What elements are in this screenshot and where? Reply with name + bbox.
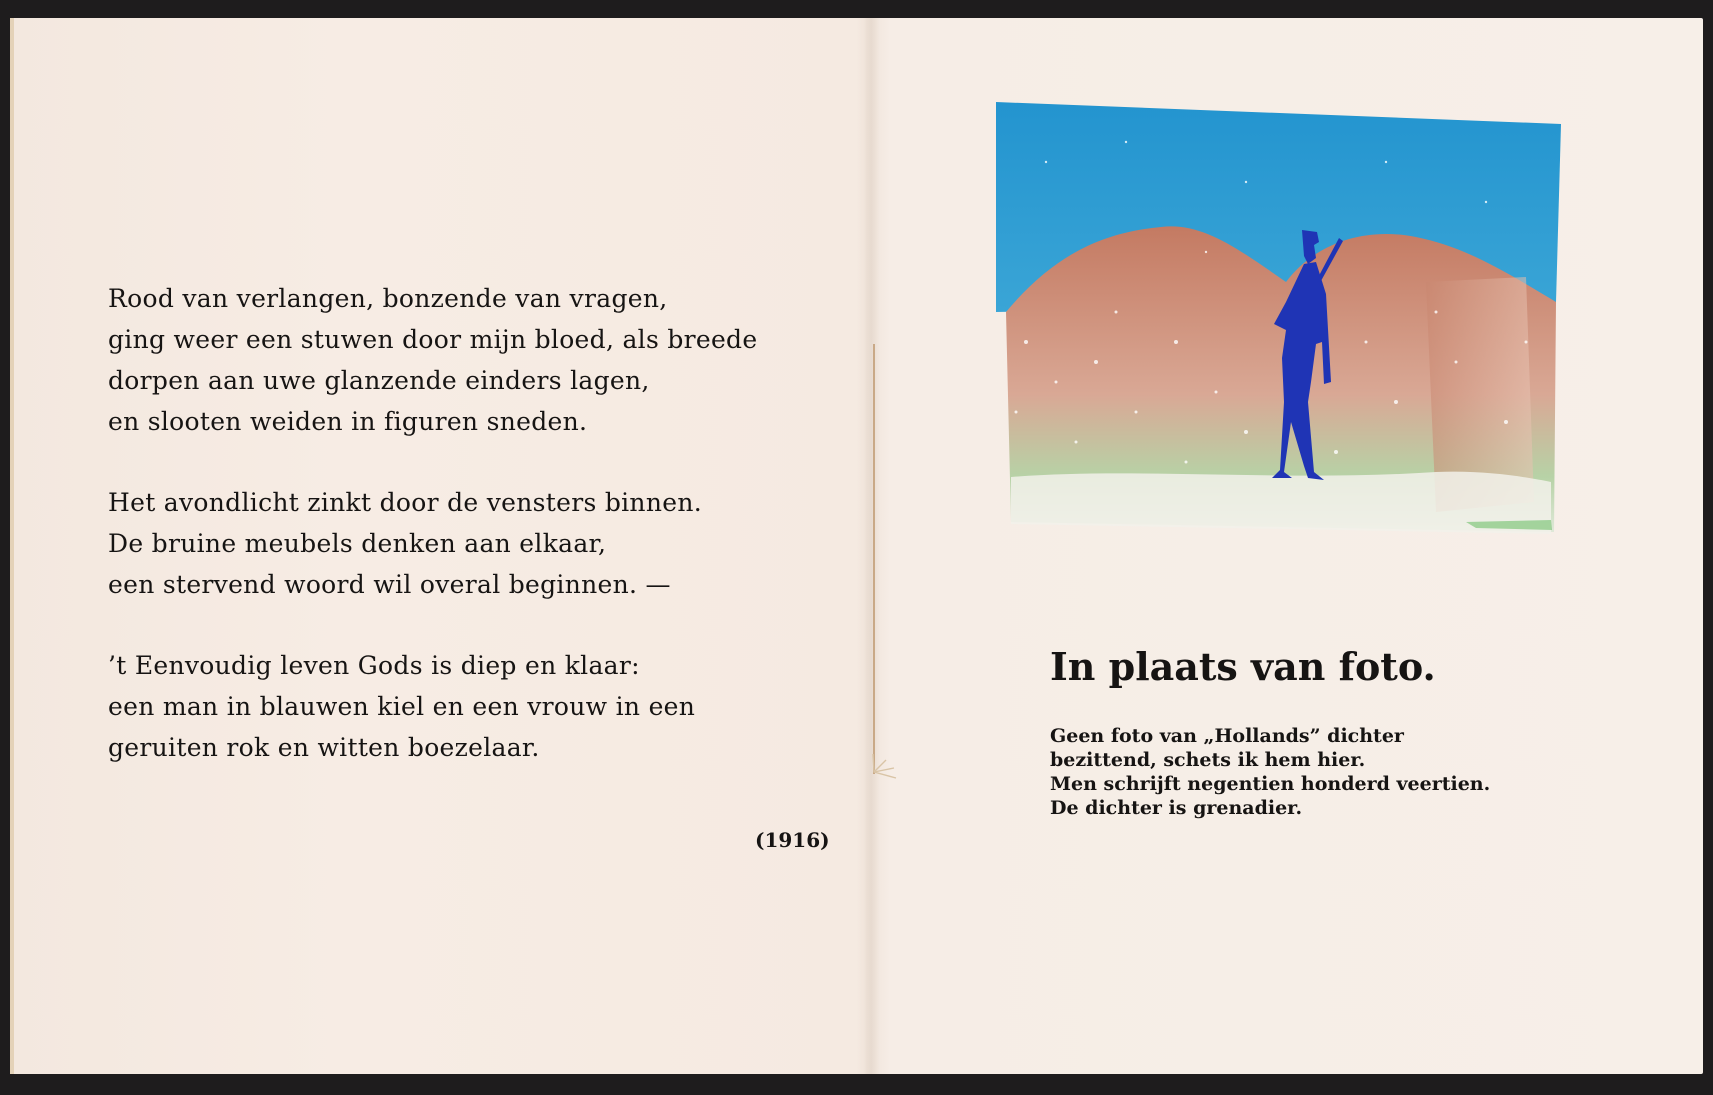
poem-line: ging weer een stuwen door mijn bloed, als breede xyxy=(108,325,758,354)
poem-stanza-2 xyxy=(108,482,757,605)
caption-verse xyxy=(1050,724,1490,820)
binding-thread xyxy=(873,344,875,774)
caption-line: Men schrijft negentien honderd veertien. xyxy=(1050,773,1491,795)
caption-line: Geen foto van „Hollands” dichter xyxy=(1050,725,1404,747)
poem xyxy=(108,278,757,808)
poem-year: (1916) xyxy=(755,828,830,852)
poem-stanza-3 xyxy=(108,645,757,768)
poem-line: een man in blauwen kiel en een vrouw in een xyxy=(108,692,696,721)
poem-stanza-1 xyxy=(108,278,757,442)
poem-line: Rood van verlangen, bonzende van vragen, xyxy=(108,284,668,313)
soldier-illustration xyxy=(986,82,1561,542)
poem-line: Het avondlicht zinkt door de vensters binnen. xyxy=(108,488,702,517)
caption-line: De dichter is grenadier. xyxy=(1050,797,1303,819)
book-gutter xyxy=(864,18,880,1074)
snowy-ground xyxy=(1011,472,1551,534)
poem-line: ’t Eenvoudig leven Gods is diep en klaar: xyxy=(108,651,640,680)
caption-line: bezittend, schets ik hem hier. xyxy=(1050,749,1366,771)
poem-line: De bruine meubels denken aan elkaar, xyxy=(108,529,607,558)
poem-line: geruiten rok en witten boezelaar. xyxy=(108,733,540,762)
poem-line: en slooten weiden in figuren sneden. xyxy=(108,407,588,436)
poem-line: dorpen aan uwe glanzende einders lagen, xyxy=(108,366,650,395)
poem-line: een stervend woord wil overal beginnen. — xyxy=(108,570,671,599)
binding-thread-knot xyxy=(868,748,902,782)
page-title: In plaats van foto. xyxy=(1050,644,1436,689)
